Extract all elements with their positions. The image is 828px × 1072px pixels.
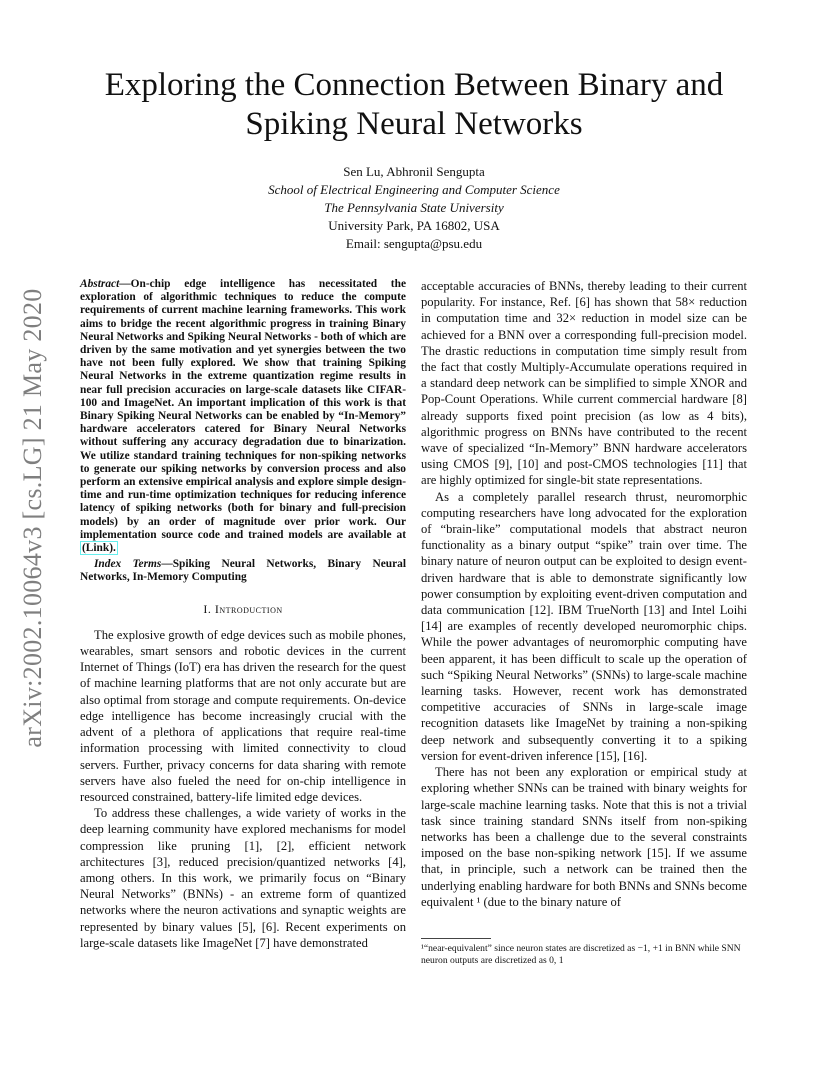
footnote-rule: [421, 938, 491, 939]
intro-paragraph-1: The explosive growth of edge devices such as mobile phones, wearables, smart sensors and robotic devices in the current Internet of Things (IoT) era has driven the research for the quest of machine learning platforms that are not only accurate but are also optimal from storage and compute requirements. On-device edge intelligence has become increasingly crucial with the advent of a plethora of applications that require real-time information processing with limited connectivity to cloud servers. Further, privacy concerns for data sharing with remote servers have also fueled the need for on-chip intelligence in resourced constrained, battery-life limited edge devices.: [80, 627, 406, 804]
author-department: School of Electrical Engineering and Computer Science: [268, 182, 560, 197]
code-link[interactable]: (Link).: [82, 542, 116, 555]
section-heading-introduction: I. Introduction: [203, 601, 283, 616]
index-terms-body: —Spiking Neural Networks, Binary Neural Networks, In-Memory Computing: [80, 558, 406, 584]
author-city: University Park, PA 16802, USA: [328, 218, 500, 233]
right-paragraph-1: acceptable accuracies of BNNs, thereby leading to their current popularity. For instance, Ref. [6] has shown that 58× reduction in computation time and 32× reduction in model size can be achieved for a BNN over a corresponding full-precision model. The drastic reductions in computation time simply result from the fact that costly Multiply-Accumulate operations required in a standard deep network can be simplified to simple XNOR and Pop-Count Operations. While current commercial hardware [8] already supports fixed point precision (as low as 4 bits), algorithmic progress on BNNs have contributed to the recent wave of specialized “In-Memory” BNN hardware accelerators using CMOS [9], [10] and post-CMOS technologies [11] that are highly optimized for single-bit state representations.: [421, 279, 747, 488]
arxiv-identifier: arXiv:2002.10064v3 [cs.LG] 21 May 2020: [18, 288, 47, 748]
index-terms-label: Index Terms: [94, 558, 162, 571]
right-column: [421, 278, 747, 910]
author-block: [160, 163, 668, 253]
author-email: Email: sengupta@psu.edu: [345, 236, 483, 251]
footnote: ¹“near-equivalent” since neuron states are discretized as −1, +1 in BNN while SNN neuron outputs are discretized as 0, 1: [421, 943, 741, 966]
right-paragraph-2: As a completely parallel research thrust, neuromorphic computing researchers have long advocated for the exploration of “brain-like” computational models that abstract neuron functionality as a binary output “spike” train over time. The binary nature of neuron output can be exploited to design event-driven hardware that is able to demonstrate significantly low power consumption by exploiting event-driven computation and data communication [12]. IBM TrueNorth [13] and Intel Loihi [14] are examples of recently developed neuromorphic chips. While the power advantages of neuromorphic computing have been apparent, it has been difficult to scale up the operation of such “Spiking Neural Networks” (SNNs) to large-scale machine learning tasks. However, recent work has demonstrated competitive accuracies of SNNs in large-scale image recognition datasets like ImageNet by training a non-spiking deep network and subsequently converting it to a spiking version for event-driven inference [15], [16].: [421, 489, 747, 763]
abstract-body: —On-chip edge intelligence has necessitated the exploration of algorithmic techniques to reduce the compute requirements of current machine learning frameworks. This work aims to bridge the recent algorithmic progress in training Binary Neural Networks and Spiking Neural Networks - both of which are driven by the same motivation and yet synergies between the two have not been fully explored. We show that training Spiking Neural Networks in the extreme quantization regime results in near full precision accuracies on large-scale datasets like CIFAR-100 and ImageNet. An important implication of this work is that Binary Spiking Neural Networks can be enabled by “In-Memory” hardware accelerators catered for Binary Neural Networks without suffering any accuracy degradation due to binarization. We utilize standard training techniques for non-spiking networks to generate our spiking networks by conversion process and also perform an extensive empirical analysis and explore simple design-time and run-time optimization techniques for reducing inference latency of spiking networks (both for binary and full-precision models) by an order of magnitude over prior work. Our implementation source code and trained models are available at: [80, 278, 406, 541]
paper-title: Exploring the Connection Between Binary and Spiking Neural Networks: [104, 67, 724, 142]
left-column: [80, 278, 406, 951]
intro-paragraph-2: To address these challenges, a wide variety of works in the deep learning community have explored mechanisms for model compression like pruning [1], [2], efficient network architectures [3], reduced precision/quantized networks [4], among others. In this work, we primarily focus on “Binary Neural Networks” (BNNs) - an extreme form of quantized networks where the neuron activations and synaptic weights are represented by binary values [5], [6]. Recent experiments on large-scale datasets like ImageNet [7] have demonstrated: [80, 806, 406, 950]
abstract: [80, 278, 406, 585]
arxiv-sidebar: [12, 278, 54, 758]
index-terms: [80, 558, 406, 584]
abstract-label: Abstract: [80, 278, 120, 290]
author-names: Sen Lu, Abhronil Sengupta: [343, 164, 485, 179]
author-university: The Pennsylvania State University: [324, 200, 504, 215]
right-paragraph-3: There has not been any exploration or empirical study at exploring whether SNNs can be trained with binary weights for large-scale machine learning tasks. Note that this is not a trivial task since training standard SNNs itself from non-spiking networks has been a challenge due to the several constraints imposed on the base non-spiking network [15]. If we assume that, in principle, such a network can be trained then the underlying enabling hardware for both BNNs and SNNs become equivalent ¹ (due to the binary nature of: [421, 765, 747, 909]
